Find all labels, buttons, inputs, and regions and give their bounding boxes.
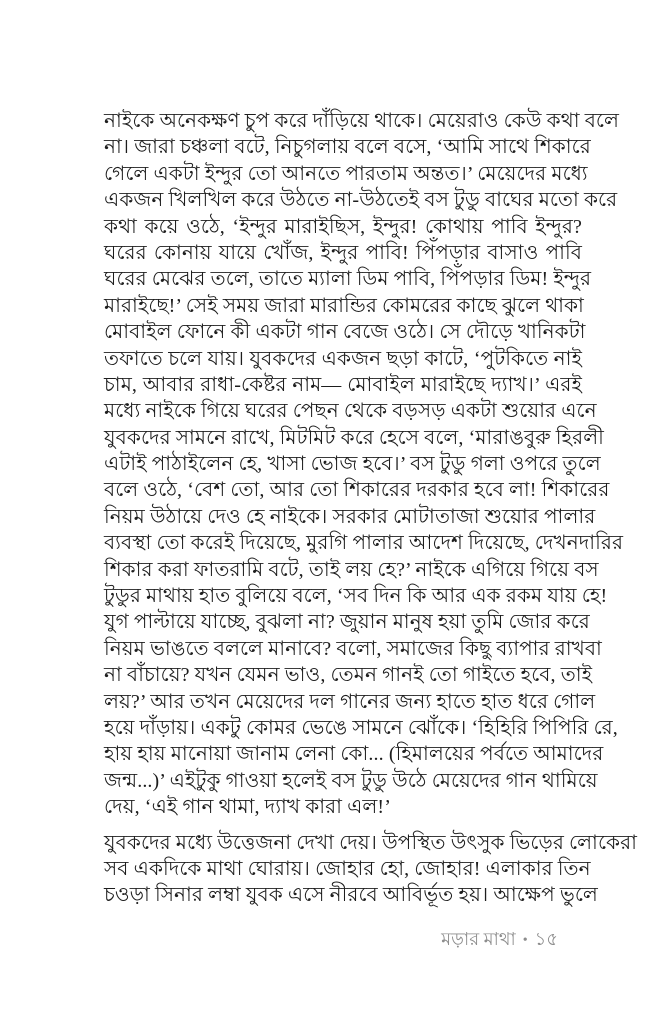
body-text-block [104,108,637,909]
text-line: ব্যবস্থা তো করেই দিয়েছে, মুরগি পালার আদেশ দিয়েছে, দেখনদারির [104,532,624,555]
text-line: নিয়ম ভাঙতে বললে মানাবে? বলো, সমাজের কিছু ব্যাপার রাখবা [104,637,602,660]
text-line: তফাতে চলে যায়। যুবকদের একজন ছড়া কাটে, ‘পুটকিতে নাই [104,347,582,370]
text-line: মারাইছে!’ সেই সময় জারা মারান্ডির কোমরের কাছে ঝুলে থাকা [104,294,584,317]
paragraph-2 [104,830,637,909]
text-line: বলে ওঠে, ‘বেশ তো, আর তো শিকারের দরকার হবে লা! শিকারের [104,479,610,502]
text-line: সব একদিকে মাথা ঘোরায়। জোহার হো, জোহার! এলাকার তিন [104,857,591,880]
page-footer [441,928,558,952]
paragraph-1 [104,108,624,821]
text-line: যুবকদের সামনে রাখে, মিটমিট করে হেসে বলে, ‘মারাঙবুরু হিরলী [104,426,604,449]
text-line: এটাই পাঠাইলেন হে, খাসা ভোজ হবে।’ বস টুডু গলা ওপরে তুলে [104,453,601,476]
text-line: মোবাইল ফোনে কী একটা গান বেজে ওঠে। সে দৌড়ে খানিকটা [104,321,586,344]
text-line: কথা কয়ে ওঠে, ‘ইন্দুর মারাইছিস, ইন্দুর! কোথায় পাবি ইন্দুর? [104,215,582,238]
text-line: নাইকে অনেকক্ষণ চুপ করে দাঁড়িয়ে থাকে। মেয়েরাও কেউ কথা বলে [104,110,619,132]
text-line: ঘরের মেঝের তলে, তাতে ম্যালা ডিম পাবি, পিঁপড়ার ডিম! ইন্দুর [104,268,592,291]
text-line: টুডুর মাথায় হাত বুলিয়ে বলে, ‘সব দিন কি আর এক রকম যায় হে! [104,585,608,608]
text-line: নিয়ম উঠায়ে দেও হে নাইকে। সরকার মোটাতাজা শুয়োর পালার [104,505,596,528]
text-line: লয়?’ আর তখন মেয়েদের দল গানের জন্য হাতে হাত ধরে গোল [104,690,596,713]
text-line: দেয়, ‘এই গান থামা, দ্যাখ কারা এল!’ [104,796,391,819]
text-line: চওড়া সিনার লম্বা যুবক এসে নীরবে আবির্ভূত হয়। আক্ষেপ ভুলে [104,884,598,907]
text-line: চাম, আবার রাধা-কেষ্টর নাম— মোবাইল মারাইছে দ্যাখ।’ এরই [104,373,582,396]
text-line: গেলে একটা ইন্দুর তো আনতে পারতাম অন্তত।’ মেয়েদের মধ্যে [104,162,588,185]
text-line: যুগ পাল্টায়ে যাচ্ছে, বুঝলা না? জুয়ান মানুষ হয়া তুমি জোর করে [104,611,590,634]
text-line: না। জারা চঞ্চলা বটে, নিচুগলায় বলে বসে, ‘আমি সাথে শিকারে [104,136,591,159]
text-line: একজন খিলখিল করে উঠতে না-উঠতেই বস টুডু বাঘের মতো করে [104,189,618,212]
text-line: যুবকদের মধ্যে উত্তেজনা দেখা দেয়। উপস্থিত উৎসুক ভিড়ের লোকেরা [104,831,637,854]
text-line: হয়ে দাঁড়ায়। একটু কোমর ভেঙে সামনে ঝোঁকে। ‘হিহিরি পিপিরি রে, [104,716,618,739]
text-line: মধ্যে নাইকে গিয়ে ঘরের পেছন থেকে বড়সড় একটা শুয়োর এনে [104,400,597,423]
footer-book-title: মড়ার মাথা [441,929,516,949]
page-number: ১৫ [534,929,558,949]
bullet-separator-icon: • [522,933,528,948]
text-line: হায় হায় মানোয়া জানাম লেনা কো... (হিমালয়ের পর্বতে আমাদের [104,743,604,766]
text-line: না বাঁচায়ে? যখন যেমন ভাও, তেমন গানই তো গাইতে হবে, তাই [104,664,593,687]
text-line: জন্ম...)’ এইটুকু গাওয়া হলেই বস টুডু উঠে মেয়েদের গান থামিয়ে [104,769,598,792]
text-line: শিকার করা ফাতরামি বটে, তাই লয় হে?’ নাইকে এগিয়ে গিয়ে বস [104,558,599,581]
text-line: ঘরের কোনায় যায়ে খোঁজ, ইন্দুর পাবি! পিঁপড়ার বাসাও পাবি [104,241,582,264]
